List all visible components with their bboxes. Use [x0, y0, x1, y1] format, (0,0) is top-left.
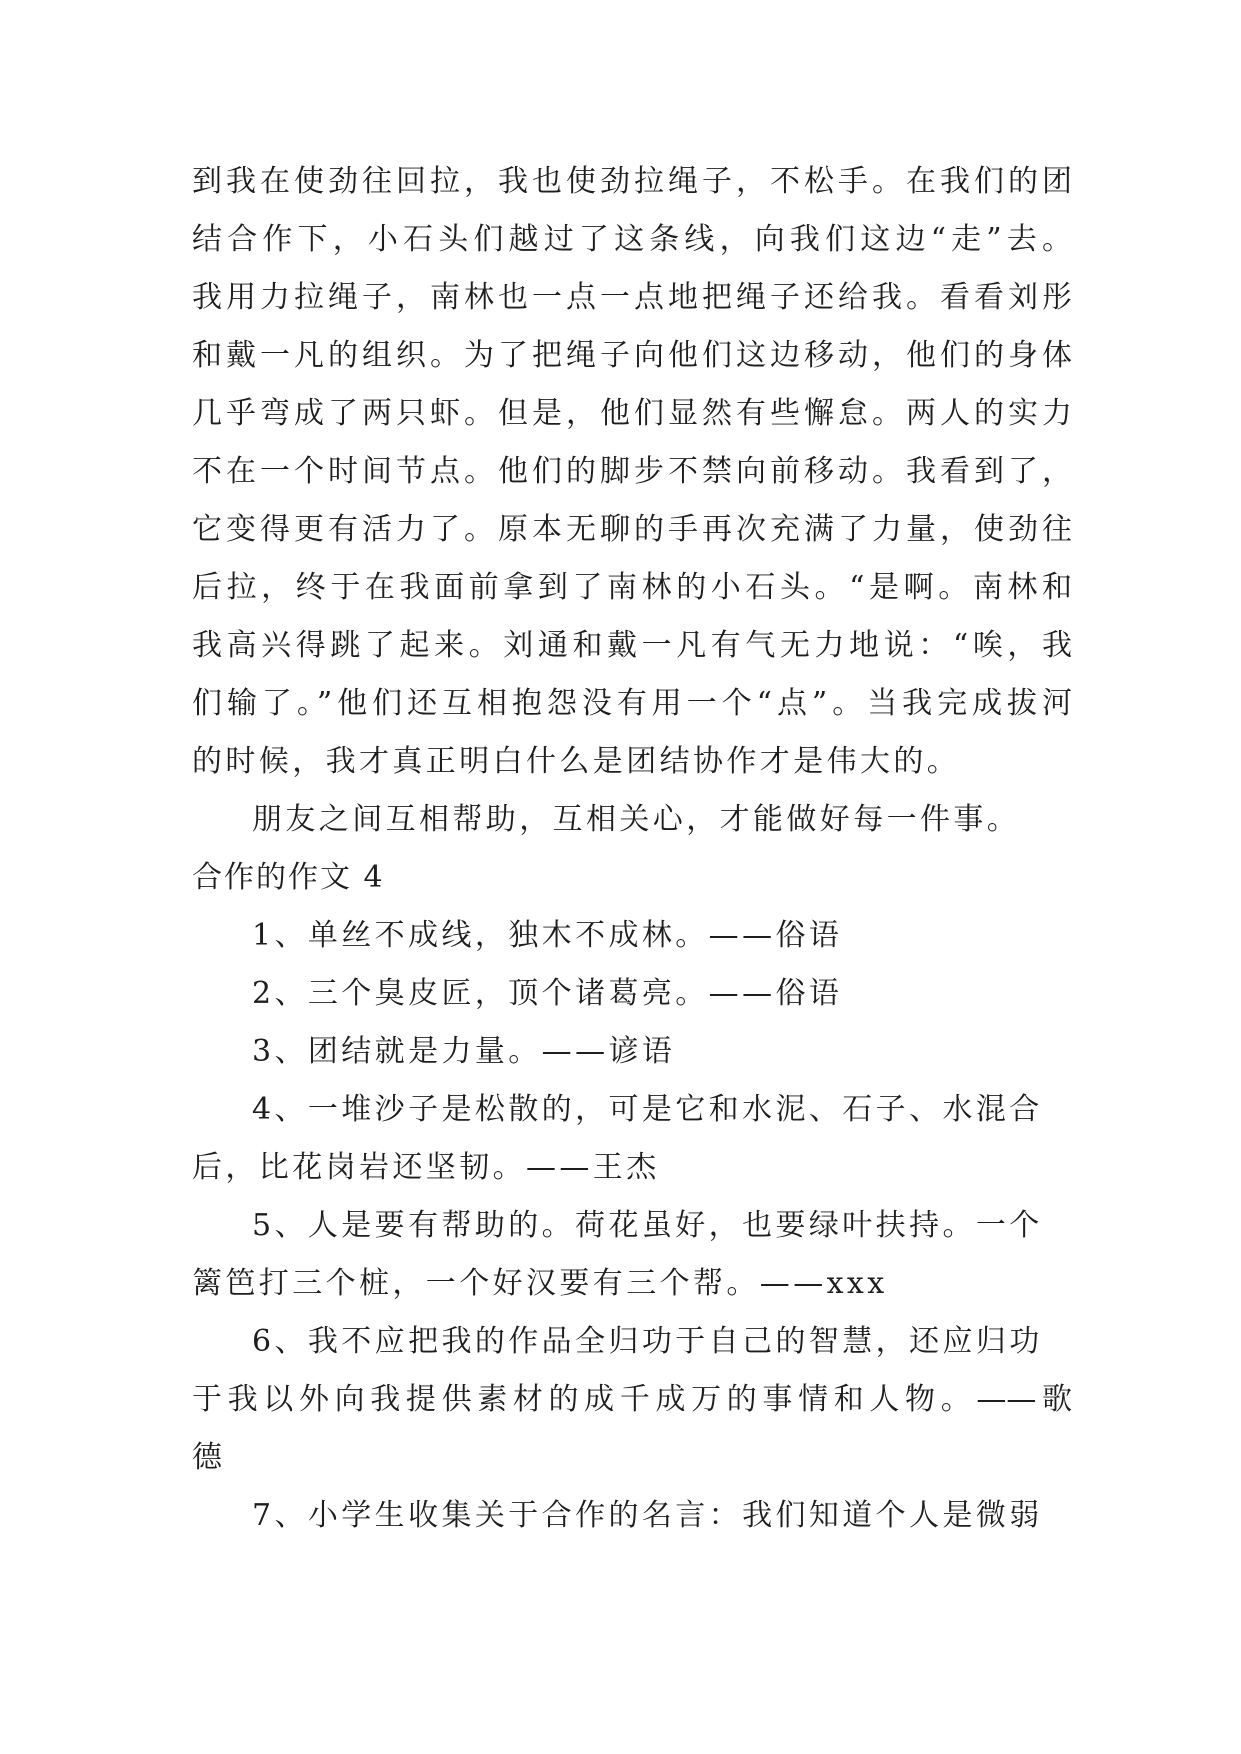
quote-item: 5、人是要有帮助的。荷花虽好，也要绿叶扶持。一个: [252, 1208, 1043, 1243]
quote-item: 3、团结就是力量。——谚语: [252, 1034, 676, 1069]
quote-item-continuation: 篱笆打三个桩，一个好汉要有三个帮。——xxx: [192, 1266, 888, 1301]
paragraph-line: 们输了。”他们还互相抱怨没有用一个“点”。当我完成拔河: [192, 686, 1072, 721]
quote-item: 2、三个臭皮匠，顶个诸葛亮。——俗语: [252, 976, 843, 1011]
paragraph-line: 到我在使劲往回拉，我也使劲拉绳子，不松手。在我们的团: [192, 164, 1072, 199]
paragraph-line: 我用力拉绳子，南林也一点一点地把绳子还给我。看看刘彤: [192, 280, 1072, 315]
paragraph-line: 朋友之间互相帮助，互相关心，才能做好每一件事。: [252, 802, 1021, 837]
quote-item: 6、我不应把我的作品全归功于自己的智慧，还应归功: [252, 1324, 1043, 1359]
paragraph-line: 我高兴得跳了起来。刘通和戴一凡有气无力地说：“唉，我: [192, 628, 1072, 663]
paragraph-line: 的时候，我才真正明白什么是团结协作才是伟大的。: [192, 744, 961, 779]
paragraph-line: 和戴一凡的组织。为了把绳子向他们这边移动，他们的身体: [192, 338, 1072, 373]
quote-item-continuation: 德: [192, 1440, 226, 1475]
quote-item-continuation: 后，比花岗岩还坚韧。——王杰: [192, 1150, 660, 1185]
paragraph-line: 结合作下，小石头们越过了这条线，向我们这边“走”去。: [192, 222, 1072, 257]
quote-item-continuation: 于我以外向我提供素材的成千成万的事情和人物。——歌: [192, 1382, 1072, 1417]
section-heading: 合作的作文 4: [192, 860, 385, 895]
paragraph-line: 不在一个时间节点。他们的脚步不禁向前移动。我看到了，: [192, 454, 1072, 489]
quote-item: 1、单丝不成线，独木不成林。——俗语: [252, 918, 843, 953]
quote-item: 4、一堆沙子是松散的，可是它和水泥、石子、水混合: [252, 1092, 1043, 1127]
paragraph-line: 它变得更有活力了。原本无聊的手再次充满了力量，使劲往: [192, 512, 1072, 547]
paragraph-line: 几乎弯成了两只虾。但是，他们显然有些懈怠。两人的实力: [192, 396, 1072, 431]
paragraph-line: 后拉，终于在我面前拿到了南林的小石头。“是啊。南林和: [192, 570, 1072, 605]
quote-item: 7、小学生收集关于合作的名言：我们知道个人是微弱: [252, 1498, 1043, 1533]
